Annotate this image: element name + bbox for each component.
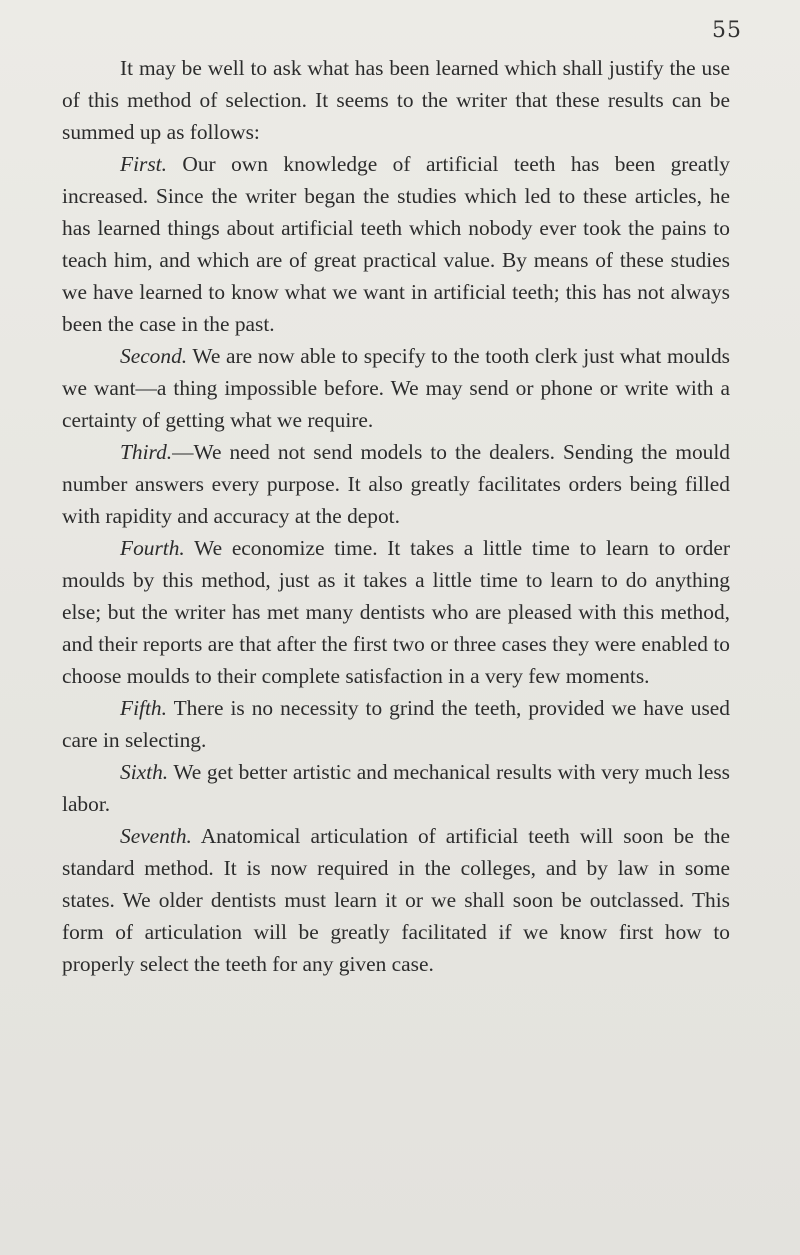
paragraph-text: There is no necessity to grind the teeth, provided we have used care in selecting. [62,696,730,752]
paragraph-first [62,148,730,340]
body-text [62,52,730,980]
paragraph-text: It may be well to ask what has been learned which shall justify the use of this method of selection. It seems to the writer that these results can be summed up as follows: [62,56,730,144]
paragraph-lead: Fifth. [120,696,167,720]
paragraph-lead: Sixth. [120,760,169,784]
paragraph-lead: Second. [120,344,188,368]
paragraph-seventh [62,820,730,980]
paragraph-intro [62,52,730,148]
paragraph-text: Our own knowledge of artificial teeth has been greatly increased. Since the writer began the studies which led to these articles, he has learned things about artificial teeth which nobody ever took the pains to teach him, and which are of great practical value. By means of these studies we have learned to know what we want in artificial teeth; this has not always been the case in the past. [62,152,730,336]
page-number: 55 [712,18,742,43]
paragraph-lead: Seventh. [120,824,192,848]
paragraph-lead: Third. [120,440,173,464]
paragraph-text: We get better artistic and mechanical results with very much less labor. [62,760,730,816]
paragraph-text: —We need not send models to the dealers. Sending the mould number answers every purpose. It also greatly facilitates orders being filled with rapidity and accuracy at the depot. [62,440,730,528]
paragraph-second [62,340,730,436]
paragraph-fifth [62,692,730,756]
paragraph-third [62,436,730,532]
paragraph-text: We economize time. It takes a little time to learn to order moulds by this method, just as it takes a little time to learn to do anything else; but the writer has met many dentists who are pleased with this method, and their reports are that after the first two or three cases they were enabled to choose moulds to their complete satisfaction in a very few moments. [62,536,730,688]
paragraph-sixth [62,756,730,820]
paragraph-lead: Fourth. [120,536,185,560]
paragraph-lead: First. [120,152,167,176]
paragraph-fourth [62,532,730,692]
paragraph-text: Anatomical articulation of artificial teeth will soon be the standard method. It is now required in the colleges, and by law in some states. We older dentists must learn it or we shall soon be outclassed. This form of articulation will be greatly facilitated if we know first how to properly select the teeth for any given case. [62,824,730,976]
paragraph-text: We are now able to specify to the tooth clerk just what moulds we want—a thing impossible before. We may send or phone or write with a certainty of getting what we require. [62,344,730,432]
